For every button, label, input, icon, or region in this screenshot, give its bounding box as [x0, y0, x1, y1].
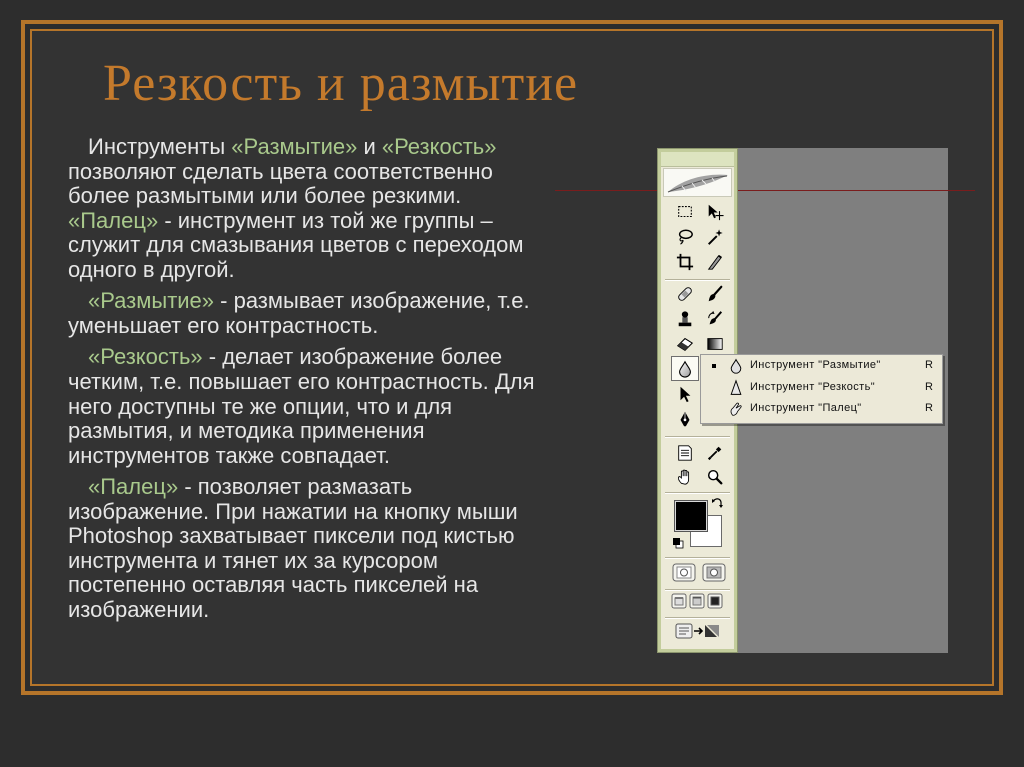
magic-wand-tool-button[interactable]: [703, 226, 727, 248]
text-line: [68, 345, 535, 370]
default-colors-icon: [672, 537, 684, 549]
text-line: [68, 160, 535, 185]
toolbox-separator: [665, 492, 730, 494]
toolbox-title-strip[interactable]: [661, 152, 734, 167]
text-line: [68, 549, 535, 574]
text-segment: размытия, и методика применения: [68, 418, 425, 444]
brush-tool-button[interactable]: [703, 283, 727, 305]
full-screen-icon: [707, 593, 723, 609]
default-colors-button[interactable]: [672, 536, 684, 548]
gradient-tool-button[interactable]: [703, 333, 727, 355]
history-brush-icon: [706, 310, 724, 328]
lasso-tool-button[interactable]: [673, 226, 697, 248]
hand-tool-button[interactable]: [673, 466, 697, 488]
standard-mode-icon: [672, 563, 696, 582]
text-line: [68, 209, 535, 234]
text-segment: инструментов также совпадает.: [68, 442, 391, 468]
adobe-logo-button[interactable]: [663, 168, 732, 197]
paragraph: [68, 135, 535, 283]
slice-tool-button[interactable]: [703, 251, 727, 273]
tool-name-highlight: «Палец»: [68, 207, 159, 233]
text-segment: и: [357, 134, 382, 159]
text-segment: более размытыми или более резкими.: [68, 183, 462, 209]
text-line: [68, 419, 535, 444]
text-segment: - размывает изображение, т.е.: [214, 288, 530, 314]
text-segment: него доступны те же опции, что и для: [68, 393, 453, 419]
text-line: [68, 395, 535, 420]
text-line: [68, 289, 535, 314]
toolbox-separator: [665, 279, 730, 281]
eraser-icon: [676, 335, 694, 353]
slice-knife-icon: [706, 253, 724, 271]
stamp-icon: [676, 310, 694, 328]
toolbox-separator: [665, 557, 730, 559]
foreground-color-swatch[interactable]: [675, 501, 707, 531]
paragraph: [68, 475, 535, 623]
flyout-item-blur[interactable]: [701, 355, 942, 377]
tool-name-highlight: «Резкость»: [381, 134, 497, 159]
text-segment: постепенно оставляя часть пикселей на: [68, 572, 479, 598]
text-line: [68, 598, 535, 623]
selected-bullet-icon: [712, 364, 716, 368]
text-segment: Инструменты: [88, 134, 232, 159]
toolbox-separator: [665, 589, 730, 591]
paragraph: [68, 345, 535, 468]
text-segment: изображении.: [68, 597, 210, 623]
text-line: [68, 184, 535, 209]
notes-tool-button[interactable]: [673, 442, 697, 464]
quick-mask-icon: [702, 563, 726, 582]
text-line: [68, 573, 535, 598]
smudge-finger-icon: [728, 400, 744, 418]
quick-mask-button[interactable]: [702, 563, 726, 582]
toolbox-separator: [665, 436, 730, 438]
magnifier-icon: [706, 468, 724, 486]
path-selection-tool-button[interactable]: [673, 383, 697, 405]
flyout-item-label: Инструмент "Размытие": [750, 359, 881, 371]
text-segment: изображение. При нажатии на кнопку мыши: [68, 498, 518, 524]
text-segment: - позволяет размазать: [178, 474, 413, 500]
text-segment: одного в другой.: [68, 256, 235, 282]
text-line: [68, 500, 535, 525]
standard-mode-button[interactable]: [672, 563, 696, 582]
full-screen-mode-button[interactable]: [707, 593, 723, 609]
text-line: [68, 314, 535, 339]
blur-tools-flyout-menu: [700, 354, 943, 424]
window-icon: [671, 593, 687, 609]
water-drop-icon: [676, 359, 694, 379]
gradient-icon: [706, 335, 724, 353]
feather-icon: [664, 169, 731, 196]
flyout-item-label: Инструмент "Резкость": [750, 380, 876, 393]
jump-to-imageready-icon: [674, 621, 722, 641]
full-screen-menu-mode-button[interactable]: [689, 593, 705, 609]
text-segment: четким, т.е. повышает его контрастность. Для: [68, 368, 535, 394]
crop-tool-button[interactable]: [673, 251, 697, 273]
text-line: [68, 233, 535, 258]
flyout-item-shortcut: R: [925, 380, 933, 393]
eyedropper-icon: [706, 444, 724, 462]
text-line: [68, 258, 535, 283]
pen-nib-icon: [676, 410, 694, 428]
text-segment: инструмента и тянет их за курсором: [68, 547, 438, 573]
body-text: [68, 135, 535, 623]
healing-brush-tool-button[interactable]: [673, 283, 697, 305]
rectangular-marquee-icon: [676, 203, 694, 221]
text-segment: позволяют сделать цвета соответственно: [68, 158, 493, 184]
crop-icon: [676, 253, 694, 271]
hand-icon: [676, 468, 694, 486]
eyedropper-tool-button[interactable]: [703, 442, 727, 464]
clone-stamp-tool-button[interactable]: [673, 308, 697, 330]
jump-to-imageready-button[interactable]: [674, 621, 722, 641]
text-line: [68, 135, 535, 160]
bandage-icon: [676, 285, 694, 303]
magic-wand-icon: [706, 228, 724, 246]
eraser-tool-button[interactable]: [673, 333, 697, 355]
tool-name-highlight: «Резкость»: [88, 344, 203, 370]
paragraph: [68, 289, 535, 338]
move-tool-button[interactable]: [703, 201, 727, 223]
text-segment: служит для смазывания цветов с переходом: [68, 232, 524, 258]
swap-colors-button[interactable]: [711, 497, 724, 510]
text-segment: уменьшает его контрастность.: [68, 312, 379, 338]
note-page-icon: [676, 444, 694, 462]
move-arrow-icon: [706, 203, 724, 221]
flyout-item-sharpen[interactable]: [701, 377, 942, 399]
brush-icon: [706, 285, 724, 303]
flyout-item-label: Инструмент "Палец": [750, 402, 862, 414]
black-arrow-icon: [676, 385, 694, 403]
decorative-red-line: [555, 190, 975, 191]
text-line: [68, 475, 535, 500]
text-segment: - делает изображение более: [202, 344, 503, 370]
zoom-tool-button[interactable]: [703, 466, 727, 488]
text-line: [68, 524, 535, 549]
flyout-item-shortcut: R: [925, 359, 933, 371]
tool-name-highlight: «Палец»: [88, 474, 179, 500]
toolbox-separator: [665, 617, 730, 619]
blur-tool-button[interactable]: [671, 356, 699, 381]
standard-screen-mode-button[interactable]: [671, 593, 687, 609]
text-line: [68, 370, 535, 395]
pen-tool-button[interactable]: [673, 408, 697, 430]
tool-name-highlight: «Размытие»: [88, 288, 215, 314]
history-brush-tool-button[interactable]: [703, 308, 727, 330]
text-segment: - инструмент из той же группы –: [158, 207, 493, 233]
sharpen-cone-icon: [728, 379, 744, 397]
blur-drop-icon: [728, 357, 744, 375]
lasso-icon: [676, 228, 694, 246]
marquee-tool-button[interactable]: [673, 201, 697, 223]
tool-name-highlight: «Размытие»: [231, 134, 358, 159]
flyout-item-smudge[interactable]: [701, 398, 942, 420]
text-segment: Photoshop захватывает пиксели под кистью: [68, 523, 515, 549]
flyout-item-shortcut: R: [925, 402, 933, 414]
slide-title: Резкость и размытие: [103, 55, 579, 112]
swap-arrows-icon: [711, 497, 724, 510]
full-screen-menu-icon: [689, 593, 705, 609]
text-line: [68, 444, 535, 469]
